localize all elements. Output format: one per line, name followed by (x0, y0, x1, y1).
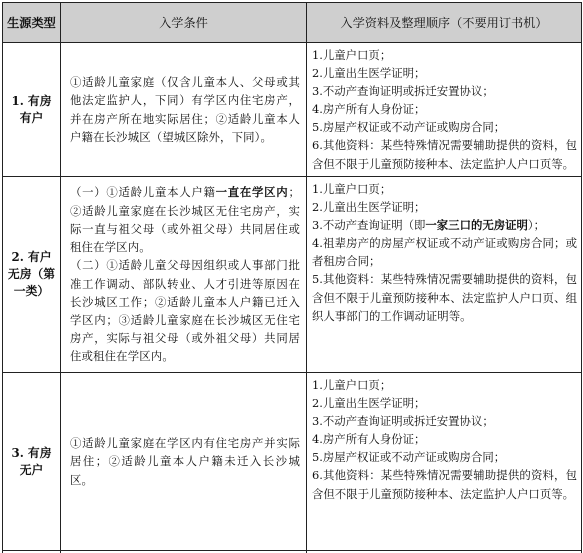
condition-text: ①适龄儿童家庭在学区内有住宅房产并实际居住；②适龄儿童本人户籍未迁入长沙城区。 (70, 436, 300, 487)
document-item: 5.房屋产权证或不动产证或购房合同； (312, 450, 506, 465)
document-item: 5.其他资料：某些特殊情况需要辅助提供的资料，包含但不限于儿童预防接种本、法定监护人户口页、组织人事部门的工作调动证明等。 (312, 272, 577, 323)
document-item: 3.不动产查询证明（即一家三口的无房证明）； (312, 218, 546, 233)
document-item: 5.房屋产权证或不动产证或购房合同； (312, 120, 506, 135)
document-item: 2.儿童出生医学证明； (312, 396, 426, 411)
document-item: 1.儿童户口页； (312, 378, 392, 392)
document-item: 4.房产所有人身份证； (312, 432, 426, 447)
condition-item: （一）①适龄儿童本人户籍一直在学区内；②适龄儿童家庭在长沙城区无住宅房产，实际一直与祖父母（或外祖父母）共同居住或租住在学区内。 (70, 185, 300, 255)
document-item: 6.其他资料：某些特殊情况需要辅助提供的资料，包含但不限于儿童预防接种本、法定监护人户口页等。 (312, 468, 577, 501)
header-documents: 入学资料及整理顺序（不要用订书机） (307, 3, 582, 43)
document-item: 3.不动产查询证明或拆迁安置协议； (312, 414, 494, 429)
header-conditions: 入学条件 (61, 3, 307, 43)
document-item: 2.儿童出生医学证明； (312, 200, 426, 215)
row-documents (307, 43, 582, 177)
table-row (3, 177, 582, 373)
document-item: 4.房产所有人身份证； (312, 102, 426, 117)
row-conditions (61, 373, 307, 551)
table-header-row (3, 3, 582, 43)
row-type: 1. 有房有户 (3, 43, 61, 177)
document-item: 2.儿童出生医学证明； (312, 66, 426, 81)
document-item: 6.其他资料：某些特殊情况需要辅助提供的资料，包含但不限于儿童预防接种本、法定监护人户口页等。 (312, 138, 577, 171)
document-item: 1.儿童户口页； (312, 182, 392, 196)
table-row (3, 373, 582, 551)
table-row (3, 43, 582, 177)
condition-emphasis: 一直在学区内 (215, 185, 289, 200)
row-documents (307, 177, 582, 373)
row-documents (307, 373, 582, 551)
row-type: 3. 有房无户 (3, 373, 61, 551)
row-type: 2. 有户无房（第一类） (3, 177, 61, 373)
document-item: 1.儿童户口页； (312, 48, 392, 62)
row-conditions (61, 177, 307, 373)
condition-item: （二）①适龄儿童父母因组织或人事部门批准工作调动、部队转业、人才引进等原因在长沙城区工作；②适龄儿童本人户籍已迁入学区内；③适龄儿童家庭在长沙城区无住宅房产，实际与祖父母（或外祖父母）共同居住或租住在学区内。 (70, 258, 300, 364)
condition-text: ①适龄儿童家庭（仅含儿童本人、父母或其他法定监护人，下同）有学区内住宅房产，并在房产所在地实际居住；②适龄儿童本人户籍在长沙城区（望城区除外，下同）。 (70, 75, 300, 144)
document-item: 4.祖辈房产的房屋产权证或不动产证或购房合同；或者租房合同； (312, 236, 577, 269)
row-conditions (61, 43, 307, 177)
document-emphasis: 一家三口的无房证明 (425, 218, 528, 233)
header-student-type: 生源类型 (3, 3, 61, 43)
document-item: 3.不动产查询证明或拆迁安置协议； (312, 84, 494, 99)
enrollment-table (2, 2, 582, 553)
